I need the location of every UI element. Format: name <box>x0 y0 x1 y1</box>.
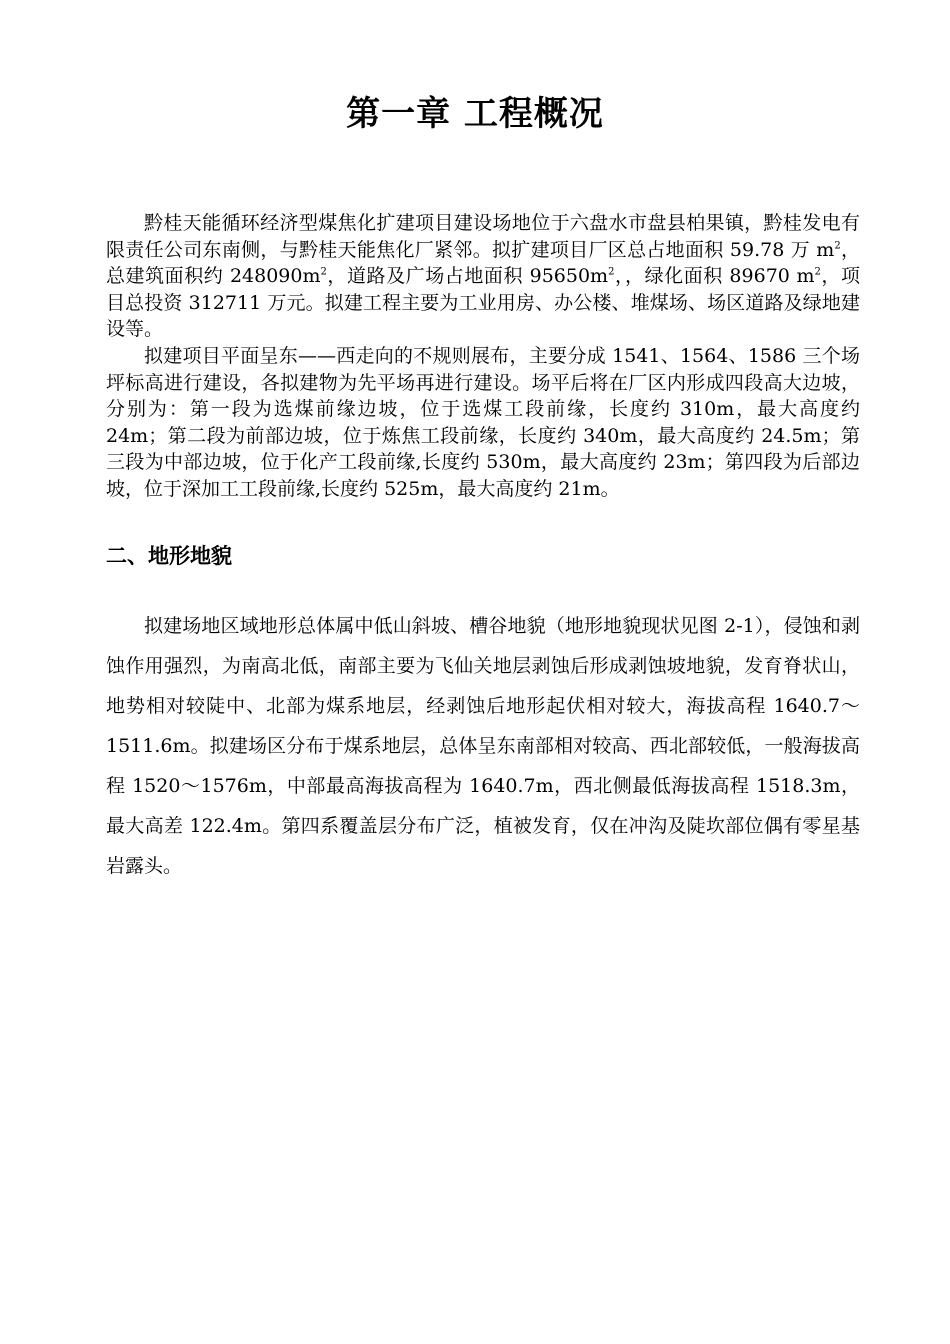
paragraph-text: ，项目总投资 312711 万元。拟建工程主要为工业用房、办公楼、堆煤场、场区道路及绿地建设等。 <box>106 265 860 340</box>
section-heading-terrain: 二、地形地貌 <box>106 544 232 568</box>
paragraph-text: ，总建筑面积约 248090m <box>106 238 860 287</box>
paragraph-text: 黔桂天能循环经济型煤焦化扩建项目建设场地位于六盘水市盘县柏果镇，黔桂发电有限责任公司东南侧，与黔桂天能焦化厂紧邻。拟扩建项目厂区总占地面积 59.78 万 m <box>106 212 860 261</box>
paragraph-text: ，道路及广场占地面积 95650m <box>326 265 609 287</box>
project-overview-paragraph <box>106 210 860 343</box>
superscript-2: 2 <box>608 266 615 278</box>
paragraph-text: ，，绿化面积 89670 m <box>614 265 815 287</box>
terrain-paragraph: 拟建场地区域地形总体属中低山斜坡、槽谷地貌（地形地貌现状见图 2-1），侵蚀和剥蚀作用强烈，为南高北低，南部主要为飞仙关地层剥蚀后形成剥蚀坡地貌，发育脊状山，地势相对较陡中、北部为煤系地层，经剥蚀后地形起伏相对较大，海拔高程 1640.7～1511.6m。拟建场区分布于煤系地层，总体呈东南部相对较高、西北部较低，一般海拔高程 1520～1576m，中部最高海拔高程为 1640.7m，西北侧最低海拔高程 1518.3m，最大高差 122.4m。第四系覆盖层分布广泛，植被发育，仅在冲沟及陡坎部位偶有零星基岩露头。 <box>106 615 860 877</box>
superscript-2: 2 <box>320 266 327 278</box>
site-layout-paragraph: 拟建项目平面呈东——西走向的不规则展布，主要分成 1541、1564、1586 三个场坪标高进行建设，各拟建物为先平场再进行建设。场平后将在厂区内形成四段高大边坡，分别为：第一段为选煤前缘边坡，位于选煤工段前缘，长度约 310m，最大高度约 24m；第二段为前部边坡，位于炼焦工段前缘，长度约 340m，最大高度约 24.5m；第三段为中部边坡，位于化产工段前缘,长度约 530m，最大高度约 23m；第四段为后部边坡，位于深加工工段前缘,长度约 525m，最大高度约 21m。 <box>106 345 860 500</box>
chapter-title: 第一章 工程概况 <box>346 94 604 134</box>
superscript-2: 2 <box>834 240 841 252</box>
superscript-2: 2 <box>814 266 821 278</box>
